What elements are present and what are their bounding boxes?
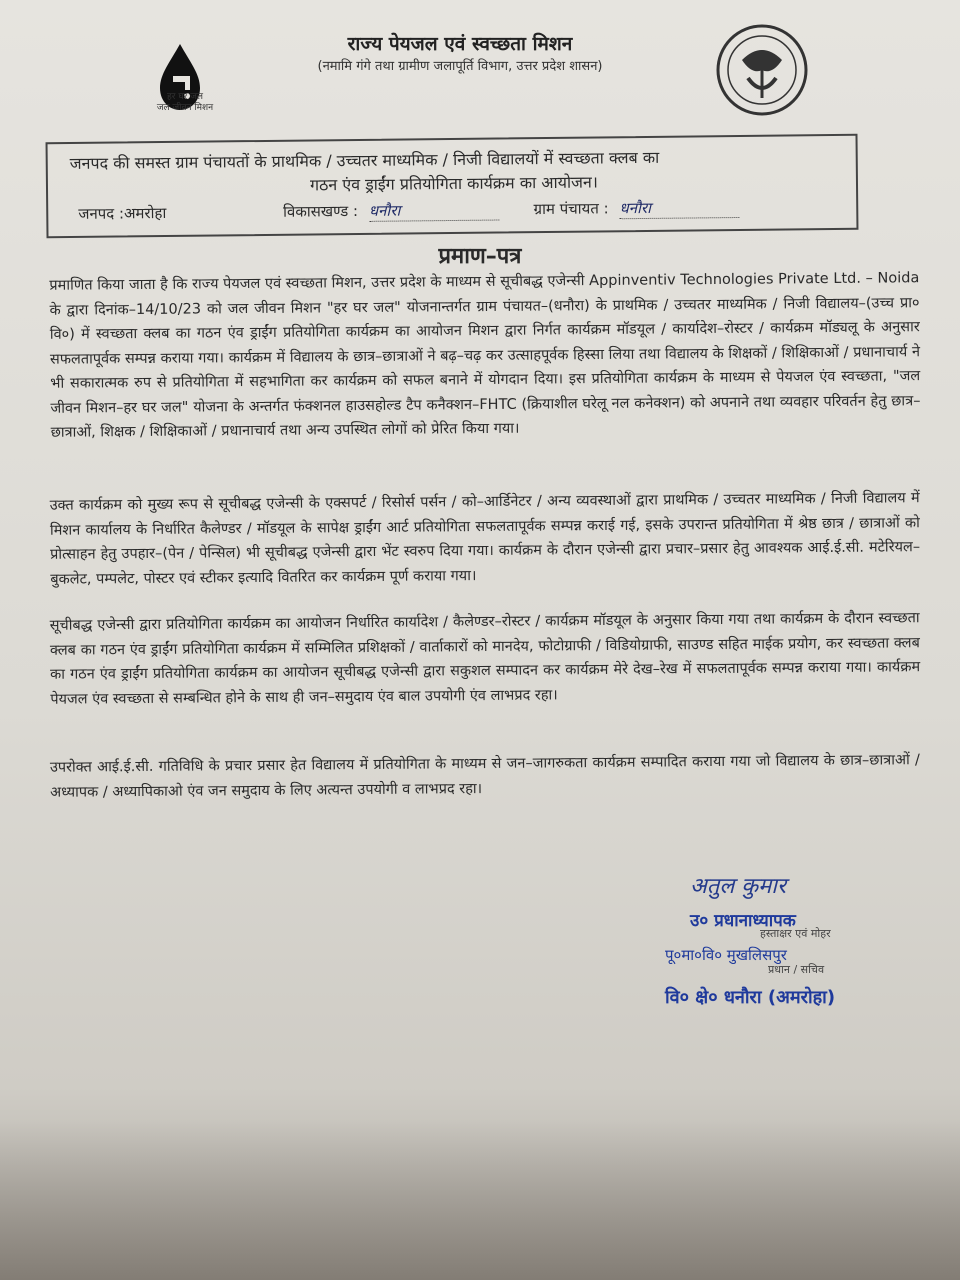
photo-shadow xyxy=(0,1120,960,1280)
up-government-emblem xyxy=(712,20,812,120)
printed-signature-label: हस्ताक्षर एवं मोहर xyxy=(760,927,831,940)
certificate-paragraph-4: उपरोक्त आई.ई.सी. गतिविधि के प्रचार प्रसार हेत विद्यालय में प्रतियोगिता के माध्यम से जन–जागरुकता कार्यक्रम सम्पादित कराया गया जो विद्यालय के छात्र–छात्राओं / अध्यापक / अध्यापिकाओ एंव जन समुदाय के लिए अत्यन्त उपयोगी व लाभप्रद रहा। xyxy=(49,752,920,801)
stamp-line-2: पू०मा०वि० मुखलिसपुर xyxy=(665,946,787,964)
header-subtitle: (नमामि गंगे तथा ग्रामीण जलापूर्ति विभाग, उत्तर प्रदेश शासन) xyxy=(317,59,603,74)
subject-line1: जनपद की समस्त ग्राम पंचायतों के प्राथमिक / उच्चतर माध्यमिक / निजी विद्यालयों में स्वच्छता क्लब का xyxy=(69,147,660,174)
subject-line2: गठन एंव ड्राईंग प्रतियोगिता कार्यक्रम का आयोजन। xyxy=(309,172,598,195)
subject-meta-line xyxy=(78,196,868,225)
block-value: धनौरा xyxy=(369,200,499,222)
subject-box xyxy=(46,134,859,238)
block-label: विकासखण्ड : xyxy=(282,201,359,221)
printed-designation-label: प्रधान / सचिव xyxy=(768,963,825,976)
handwritten-signature: अतुल कुमार xyxy=(690,874,787,899)
logo-caption-line1: हर घर जल xyxy=(167,92,203,102)
certificate-paragraph-3: सूचीबद्ध एजेन्सी द्वारा प्रतियोगिता कार्यक्रम का आयोजन निर्धारित कार्यादेश / कैलेण्डर–रोस्टर / कार्यक्रम मॉडयूल के अनुसार किया गया तथा कार्यक्रम के दौरान स्वच्छता क्लब का गठन एंव ड्राईंग प्रतियोगिता कार्यक्रम में सम्मिलित प्रशिक्षकों / वार्ताकारों को मानदेय, फोटोग्राफी / विडियोग्राफी, साउण्ड सहित माईक प्रयोग, कर स्वच्छता क्लब का गठन एंव ड्राईंग प्रतियोगिता कार्यक्रम का आयोजन सूचीबद्ध एजेन्सी द्वारा सकुशल सम्पादन कर कार्यक्रम मेरे देख–रेख में सफलतापूर्वक सम्पन्न कराया गया। कार्यक्रम पेयजल एंव स्वच्छता से सम्बन्धित होने के साथ ही जन–समुदाय एंव बाल उपयोगी एंव लाभप्रद रहा। xyxy=(49,610,921,708)
logo-caption xyxy=(130,92,240,114)
stamp-line-3: वि० क्षे० धनौरा (अमरोहा) xyxy=(665,987,836,1008)
certificate-title: प्रमाण–पत्र xyxy=(438,244,522,269)
stamp-line-1: उ० प्रधानाध्यापक xyxy=(690,911,796,931)
panchayat-value: धनौरा xyxy=(619,197,739,219)
panchayat-label: ग्राम पंचायत : xyxy=(533,199,609,219)
logo-caption-line2: जल जीवन मिशन xyxy=(156,103,214,113)
district-label: जनपद :अमरोहा xyxy=(78,203,167,223)
header-title: राज्य पेयजल एवं स्वच्छता मिशन xyxy=(347,33,573,55)
certificate-paragraph-1: प्रमाणित किया जाता है कि राज्य पेयजल एवं स्वच्छता मिशन, उत्तर प्रदेश के माध्यम से सूचीबद्ध एजेन्सी Appinventiv Technologies Private Ltd. – Noida के द्वारा दिनांक–14/10/23 को जल जीवन मिशन "हर घर जल" योजनान्तर्गत ग्राम पंचायत–(धनौरा) के प्राथमिक / उच्चतर माध्यमिक / निजी विद्यालय–(उच्च प्रा० वि०) में स्वच्छता क्लब का गठन एंव ड्राईंग प्रतियोगिता कार्यक्रम का आयोजन मिशन द्वारा निर्गत कार्यक्रम मॉडयूल / कार्यादेश–रोस्टर / कार्यक्रम मॉड्यलू के अनुसार सफलतापूर्वक सम्पन्न कराया गया। कार्यक्रम में विद्यालय के छात्र–छात्राओं ने बढ़–चढ़ कर उत्साहपूर्वक हिस्सा लिया तथा विद्यालय के शिक्षकों / शिक्षिकाओं / प्रधानाचार्य ने भी सकारात्मक रुप से प्रतियोगिता में सहभागिता कर कार्यक्रम को सफल बनाने में योगदान दिया। इस प्रतियोगिता कार्यक्रम के माध्यम से पेयजल एंव स्वच्छता, "जल जीवन मिशन–हर घर जल" योजना के अन्तर्गत फंक्शनल हाउसहोल्ड टैप कनैक्शन–FHTC (क्रियाशील घरेलू नल कनेक्शन) को अपनाने तथा व्यवहार परिवर्तन हेतु छात्र–छात्राओं, शिक्षक / शिक्षिकाओं / प्रधानाचार्य तथा अन्य उपस्थित लोगों को प्रेरित किया गया। xyxy=(49,270,921,441)
certificate-paragraph-2: उक्त कार्यक्रम को मुख्य रूप से सूचीबद्ध एजेन्सी के एक्सपर्ट / रिसोर्स पर्सन / को–आर्डिनेटर / अन्य व्यवस्थाओं द्वारा प्राथमिक / उच्चतर माध्यमिक / निजी विद्यालय में मिशन कार्यालय के निर्धारित कैलेण्डर / मॉडयूल के सापेक्ष ड्राईंग आर्ट प्रतियोगिता सफलतापूर्वक सम्पन्न कराई गई, इसके उपरान्त प्रतियोगिता में श्रेष्ठ छात्र / छात्राओं को प्रोत्साहन हेतु उपहार–(पेन / पेन्सिल) भी सूचीबद्ध एजेन्सी द्वारा भेंट स्वरुप दिया गया। कार्यक्रम के दौरान एजेन्सी द्वारा प्रचार–प्रसार हेतु आवश्यक आई.ई.सी. मटेरियल–बुकलेट, पम्पलेट, पोस्टर एवं स्टीकर इत्यादि वितरित कर कार्यक्रम पूर्ण कराया गया। xyxy=(49,490,921,588)
